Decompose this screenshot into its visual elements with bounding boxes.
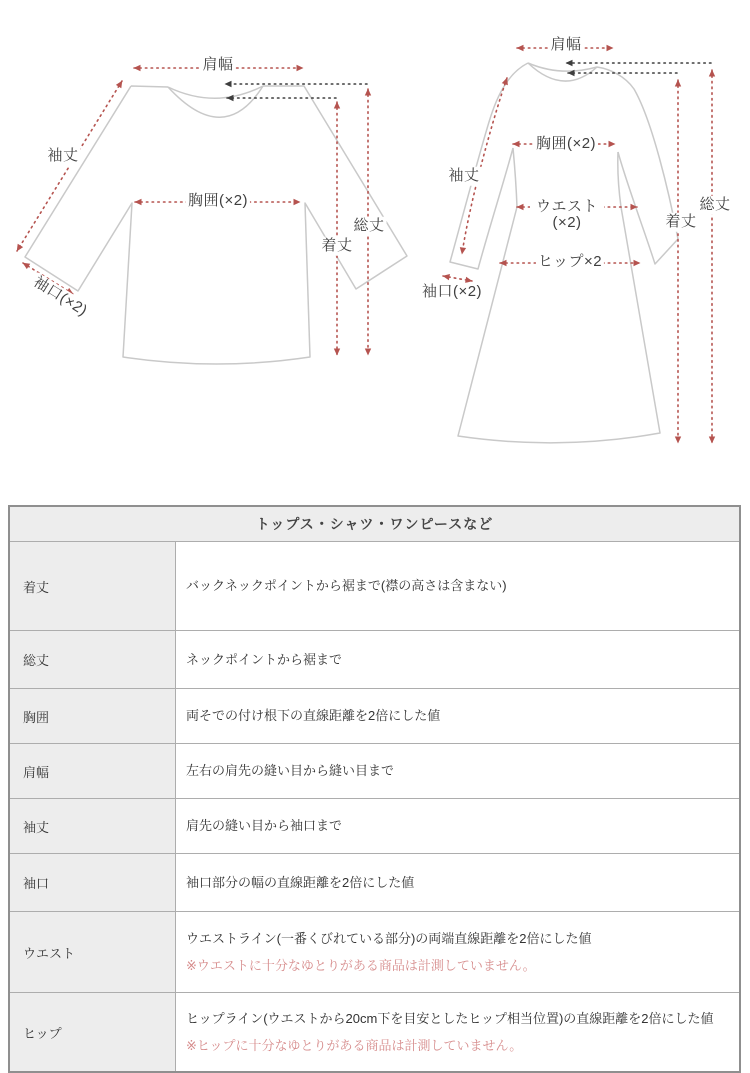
shirt-neckline-back xyxy=(168,86,263,98)
shirt-sleeve-length-arrow xyxy=(17,81,122,251)
dress-body xyxy=(458,148,660,443)
dress-body-length-label: 着丈 xyxy=(665,212,697,230)
dress-neckline-back xyxy=(528,63,597,71)
description-cell: 両そでの付け根下の直線距離を2倍にした値 xyxy=(176,689,741,744)
shirt-neckline-front xyxy=(168,86,263,117)
table-row xyxy=(9,631,740,689)
measurement-diagrams xyxy=(0,0,750,500)
table-row xyxy=(9,912,740,993)
shirt-shoulder-width-label: 肩幅 xyxy=(202,55,234,73)
dress-cuff-arrow xyxy=(443,276,472,281)
table-title: トップス・シャツ・ワンピースなど xyxy=(9,506,740,542)
shirt-total-length-label: 総丈 xyxy=(353,216,385,234)
shirt-cuff-label: 袖口(×2) xyxy=(28,272,92,322)
term-cell: 袖口 xyxy=(9,854,176,912)
table-row xyxy=(9,542,740,631)
dress-sleeve-length-label: 袖丈 xyxy=(448,166,480,184)
shirt-sleeve-length-label: 袖丈 xyxy=(47,146,79,164)
table-row xyxy=(9,744,740,799)
dress-hip-label: ヒップ×2 xyxy=(537,252,603,270)
measurement-note: ※ヒップに十分なゆとりがある商品は計測していません。 xyxy=(186,1037,523,1053)
description-cell: バックネックポイントから裾まで(襟の高さは含まない) xyxy=(176,542,741,631)
garment-diagrams-svg xyxy=(0,0,750,500)
dress-waist-label-line1: ウエスト xyxy=(535,198,598,215)
description-cell: 肩先の縫い目から袖口まで xyxy=(176,799,741,854)
term-cell: 胸囲 xyxy=(9,689,176,744)
table-row xyxy=(9,799,740,854)
table-header-row xyxy=(9,506,740,542)
description-text: ウエストライン(一番くびれている部分)の両端直線距離を2倍にした値 xyxy=(186,931,592,946)
description-cell xyxy=(176,993,741,1073)
term-cell: ウエスト xyxy=(9,912,176,993)
shirt-body-length-label: 着丈 xyxy=(321,236,353,254)
dress-total-length-label: 総丈 xyxy=(699,195,731,213)
dress-chest-label: 胸囲(×2) xyxy=(535,134,597,152)
shirt-chest-label: 胸囲(×2) xyxy=(187,191,249,209)
dress-cuff-label: 袖口(×2) xyxy=(421,282,483,300)
description-cell: 左右の肩先の縫い目から縫い目まで xyxy=(176,744,741,799)
term-cell: 肩幅 xyxy=(9,744,176,799)
term-cell: 総丈 xyxy=(9,631,176,689)
term-cell: 袖丈 xyxy=(9,799,176,854)
description-cell xyxy=(176,912,741,993)
dress-neckline-front xyxy=(528,63,597,81)
dress-waist-label-line2: (×2) xyxy=(552,214,582,231)
measurement-note: ※ウエストに十分なゆとりがある商品は計測していません。 xyxy=(186,957,536,973)
dress-shoulder-width-label: 肩幅 xyxy=(550,35,582,53)
description-text: ヒップライン(ウエストから20cm下を目安としたヒップ相当位置)の直線距離を2倍にした値 xyxy=(186,1011,714,1026)
term-cell: ヒップ xyxy=(9,993,176,1073)
description-cell: 袖口部分の幅の直線距離を2倍にした値 xyxy=(176,854,741,912)
size-definition-table xyxy=(8,505,741,1073)
description-cell: ネックポイントから裾まで xyxy=(176,631,741,689)
table-row xyxy=(9,689,740,744)
dress-waist-label xyxy=(530,198,604,232)
term-cell: 着丈 xyxy=(9,542,176,631)
table-row xyxy=(9,993,740,1073)
table-row xyxy=(9,854,740,912)
shirt-outline xyxy=(25,86,407,364)
dress-right-sleeve xyxy=(597,67,678,264)
